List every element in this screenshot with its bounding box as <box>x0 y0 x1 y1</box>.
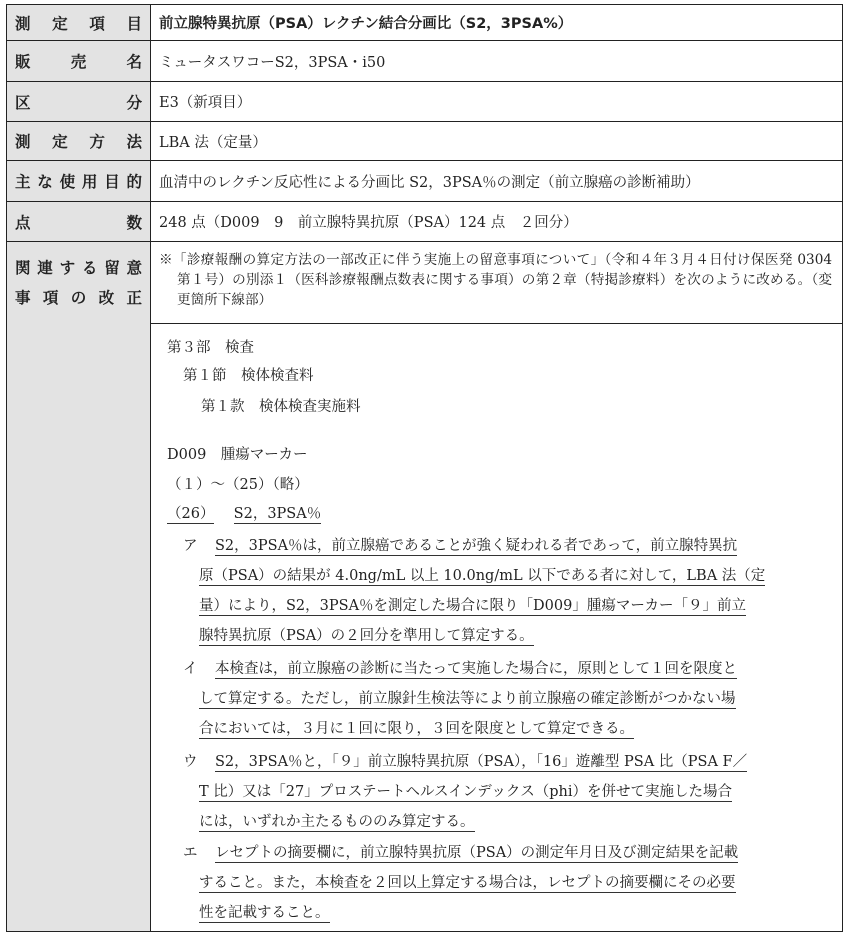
row-product-name <box>7 41 842 82</box>
row-value: 248 点（D009 9 前立腺特異抗原（PSA）124 点 ２回分） <box>159 215 578 231</box>
document-table <box>6 4 843 932</box>
item-line: して算定する。ただし，前立腺針生検法等により前立腺癌の確定診断がつかない場 <box>199 691 736 707</box>
item-line: 量）により，S2，3PSA％を測定した場合に限り「D009」腫瘍マーカー「９」前立 <box>199 598 747 614</box>
item-line: 腺特異抗原（PSA）の２回分を準用して算定する。 <box>199 628 534 644</box>
item-line: T 比）又は「27」プロステートヘルスインデックス（phi）を併せて実施した場合 <box>199 784 733 800</box>
part-heading: 第３部 検査 <box>167 340 254 356</box>
item-title: S2，3PSA％ <box>233 506 322 522</box>
label-text: 測 定 項 目 <box>15 14 142 33</box>
item-line: すること。また，本検査を２回以上算定する場合は，レセプトの摘要欄にその必要 <box>199 875 736 891</box>
label-text-line2: 事 項 の 改 正 <box>15 289 142 307</box>
row-label <box>7 161 151 201</box>
item-number: （26） <box>167 506 215 522</box>
label-text: 販 売 名 <box>15 53 142 71</box>
section-heading: 第１節 検体検査料 <box>183 368 314 384</box>
item-mark: イ <box>183 661 198 677</box>
item-line: 合においては，３月に１回に限り，３回を限度として算定できる。 <box>199 721 634 737</box>
note-text: ※「診療報酬の算定方法の一部改正に伴う実施上の留意事項について」（令和４年３月４日付け保医発 0304 第１号）の別添１（医科診療報酬点数表に関する事項）の第２章（特掲診療料）を次のように改める。（変更箇所下線部） <box>159 252 832 308</box>
row-label <box>7 5 151 40</box>
item-line: S2，3PSA％は，前立腺癌であることが強く疑われる者であって，前立腺特異抗 <box>215 538 738 554</box>
row-label <box>7 122 151 160</box>
revision-note <box>159 250 832 310</box>
item-line: 性を記載すること。 <box>199 905 330 921</box>
row-value: E3（新項目） <box>159 95 252 111</box>
row-label <box>7 242 151 931</box>
row-purpose <box>7 161 842 202</box>
item-line: には，いずれか主たるもののみ算定する。 <box>199 814 475 830</box>
revision-body <box>151 323 842 931</box>
label-text-line1: 関 連 す る 留 意 <box>15 259 142 277</box>
item-heading <box>167 502 830 523</box>
label-text: 区 分 <box>15 93 142 112</box>
row-method <box>7 122 842 161</box>
item-i <box>167 655 830 745</box>
item-mark: エ <box>183 845 198 861</box>
label-text: 主 な 使 用 目 的 <box>15 173 142 191</box>
item-u <box>167 748 830 838</box>
item-line: 本検査は，前立腺癌の診断に当たって実施した場合に，原則として１回を限度と <box>215 661 737 677</box>
label-text: 点 数 <box>15 213 142 232</box>
label-text: 測 定 方 法 <box>15 133 142 151</box>
item-line: S2，3PSA％と，「９」前立腺特異抗原（PSA），「16」遊離型 PSA 比（PSA F／ <box>215 754 748 770</box>
item-a <box>167 532 830 652</box>
row-points <box>7 202 842 242</box>
row-category <box>7 82 842 122</box>
item-e <box>167 839 830 929</box>
item-mark: ア <box>183 538 198 554</box>
row-label <box>7 41 151 81</box>
row-test-item <box>7 5 842 41</box>
item-mark: ウ <box>183 754 198 770</box>
row-revision <box>7 242 842 931</box>
row-label <box>7 82 151 121</box>
item-line: レセプトの摘要欄に，前立腺特異抗原（PSA）の測定年月日及び測定結果を記載 <box>215 845 739 861</box>
code-heading: D009 腫瘍マーカー <box>167 447 308 463</box>
omitted-items: （１）～（25）（略） <box>167 477 309 493</box>
row-label <box>7 202 151 241</box>
row-value: LBA 法（定量） <box>159 134 267 151</box>
row-value: ミュータスワコーS2，3PSA・i50 <box>159 54 386 71</box>
item-line: 原（PSA）の結果が 4.0ng/mL 以上 10.0ng/mL 以下である者に対して，LBA 法（定 <box>199 568 766 584</box>
row-value: 血清中のレクチン反応性による分画比 S2，3PSA％の測定（前立腺癌の診断補助） <box>159 174 700 191</box>
subsection-heading: 第１款 検体検査実施料 <box>201 399 361 415</box>
row-value: 前立腺特異抗原（PSA）レクチン結合分画比（S2，3PSA%） <box>159 16 573 32</box>
